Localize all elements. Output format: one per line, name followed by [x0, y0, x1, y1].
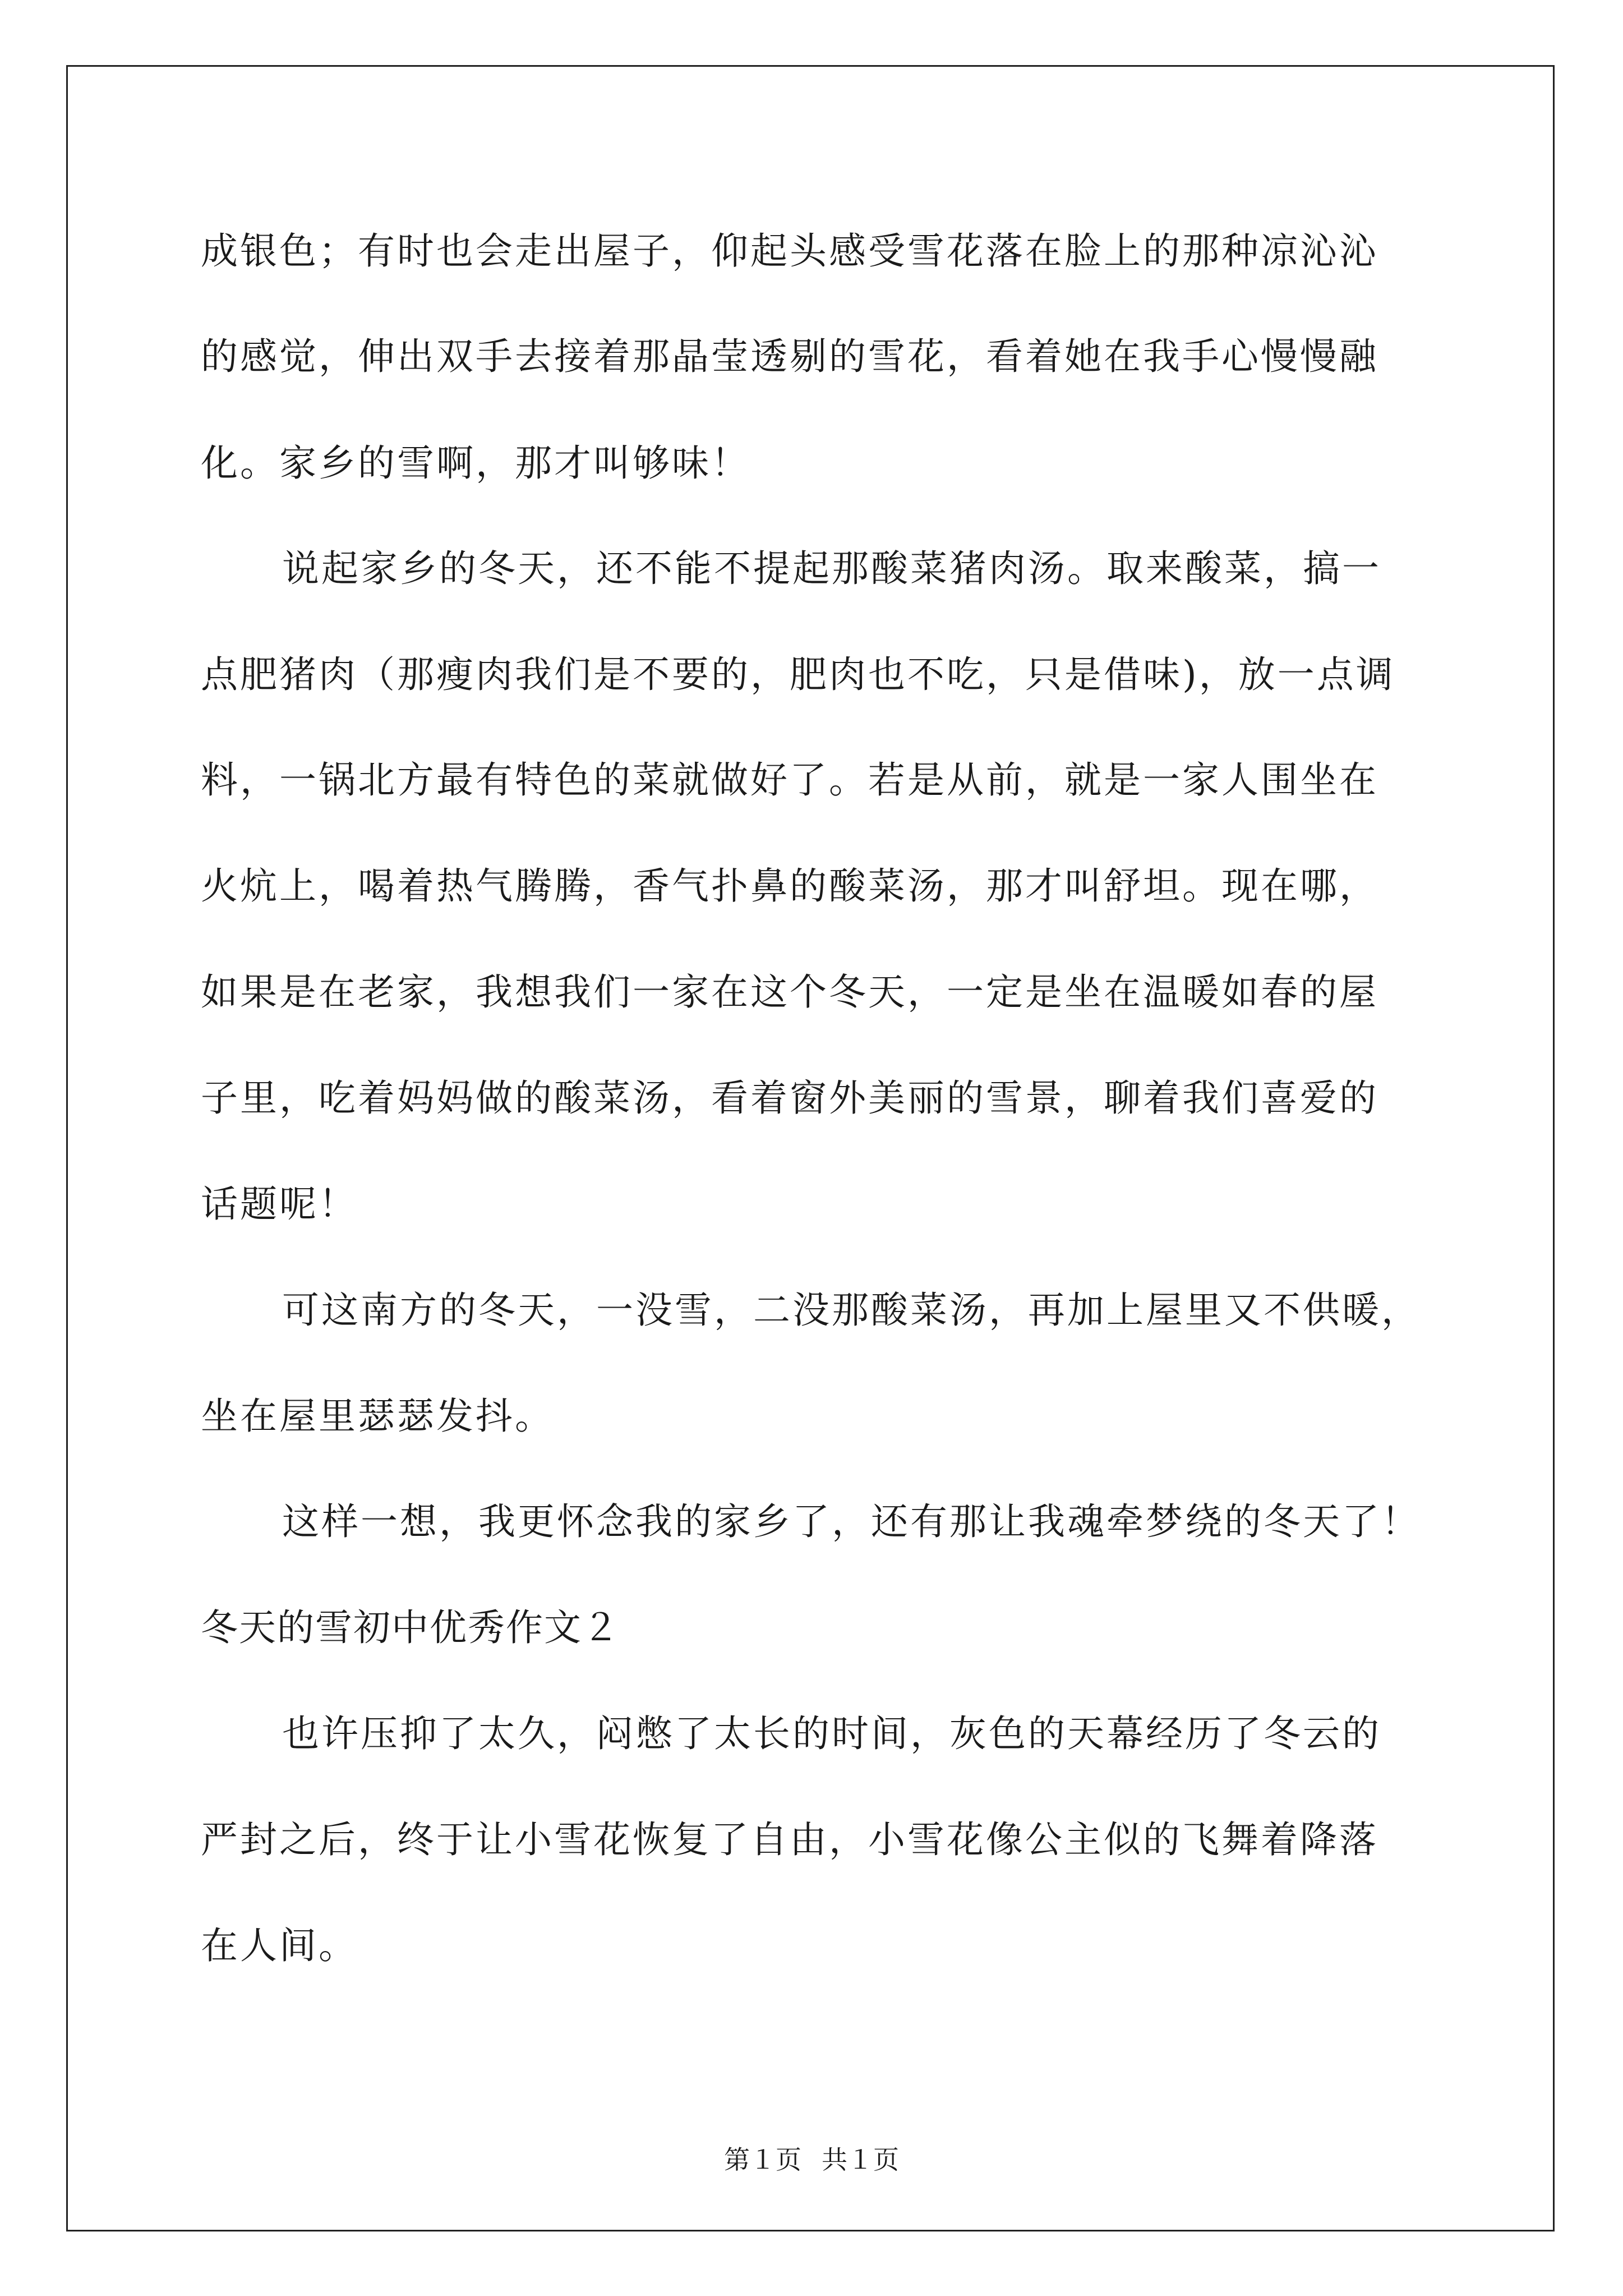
paragraph-line: 火炕上，喝着热气腾腾，香气扑鼻的酸菜汤，那才叫舒坦。现在哪，	[201, 864, 1378, 908]
paragraph-line: 化。家乡的雪啊，那才叫够味！	[201, 441, 750, 485]
paragraph-line: 成银色；有时也会走出屋子，仰起头感受雪花落在脸上的那种凉沁沁	[201, 229, 1378, 273]
paragraph-line: 子里，吃着妈妈做的酸菜汤，看着窗外美丽的雪景，聊着我们喜爱的	[201, 1076, 1378, 1120]
current-page-label: 第１页	[724, 2145, 801, 2175]
paragraph-line: 话题呢！	[201, 1182, 358, 1226]
paragraph-line: 在人间。	[201, 1924, 358, 1967]
paragraph-line: 也许压抑了太久，闷憋了太长的时间，灰色的天幕经历了冬云的	[282, 1712, 1381, 1755]
paragraph-line: 这样一想，我更怀念我的家乡了，还有那让我魂牵梦绕的冬天了！	[282, 1500, 1421, 1543]
paragraph-line: 说起家乡的冬天，还不能不提起那酸菜猪肉汤。取来酸菜，搞一	[282, 547, 1381, 590]
page-border	[66, 65, 1555, 2231]
paragraph-line: 如果是在老家，我想我们一家在这个冬天，一定是坐在温暖如春的屋	[201, 970, 1378, 1014]
paragraph-line: 料，一锅北方最有特色的菜就做好了。若是从前，就是一家人围坐在	[201, 758, 1378, 802]
paragraph-line: 严封之后，终于让小雪花恢复了自由，小雪花像公主似的飞舞着降落	[201, 1818, 1378, 1861]
section-heading: 冬天的雪初中优秀作文２	[201, 1606, 620, 1649]
paragraph-line: 坐在屋里瑟瑟发抖。	[201, 1395, 554, 1438]
paragraph-line: 点肥猪肉（那瘦肉我们是不要的，肥肉也不吃，只是借味)，放一点调	[201, 653, 1395, 696]
paragraph-line: 的感觉，伸出双手去接着那晶莹透剔的雪花，看着她在我手心慢慢融	[201, 335, 1378, 378]
paragraph-line: 可这南方的冬天，一没雪，二没那酸菜汤，再加上屋里又不供暖，	[282, 1289, 1421, 1332]
total-pages-label: 共１页	[822, 2145, 899, 2175]
page-footer	[0, 2143, 1623, 2177]
